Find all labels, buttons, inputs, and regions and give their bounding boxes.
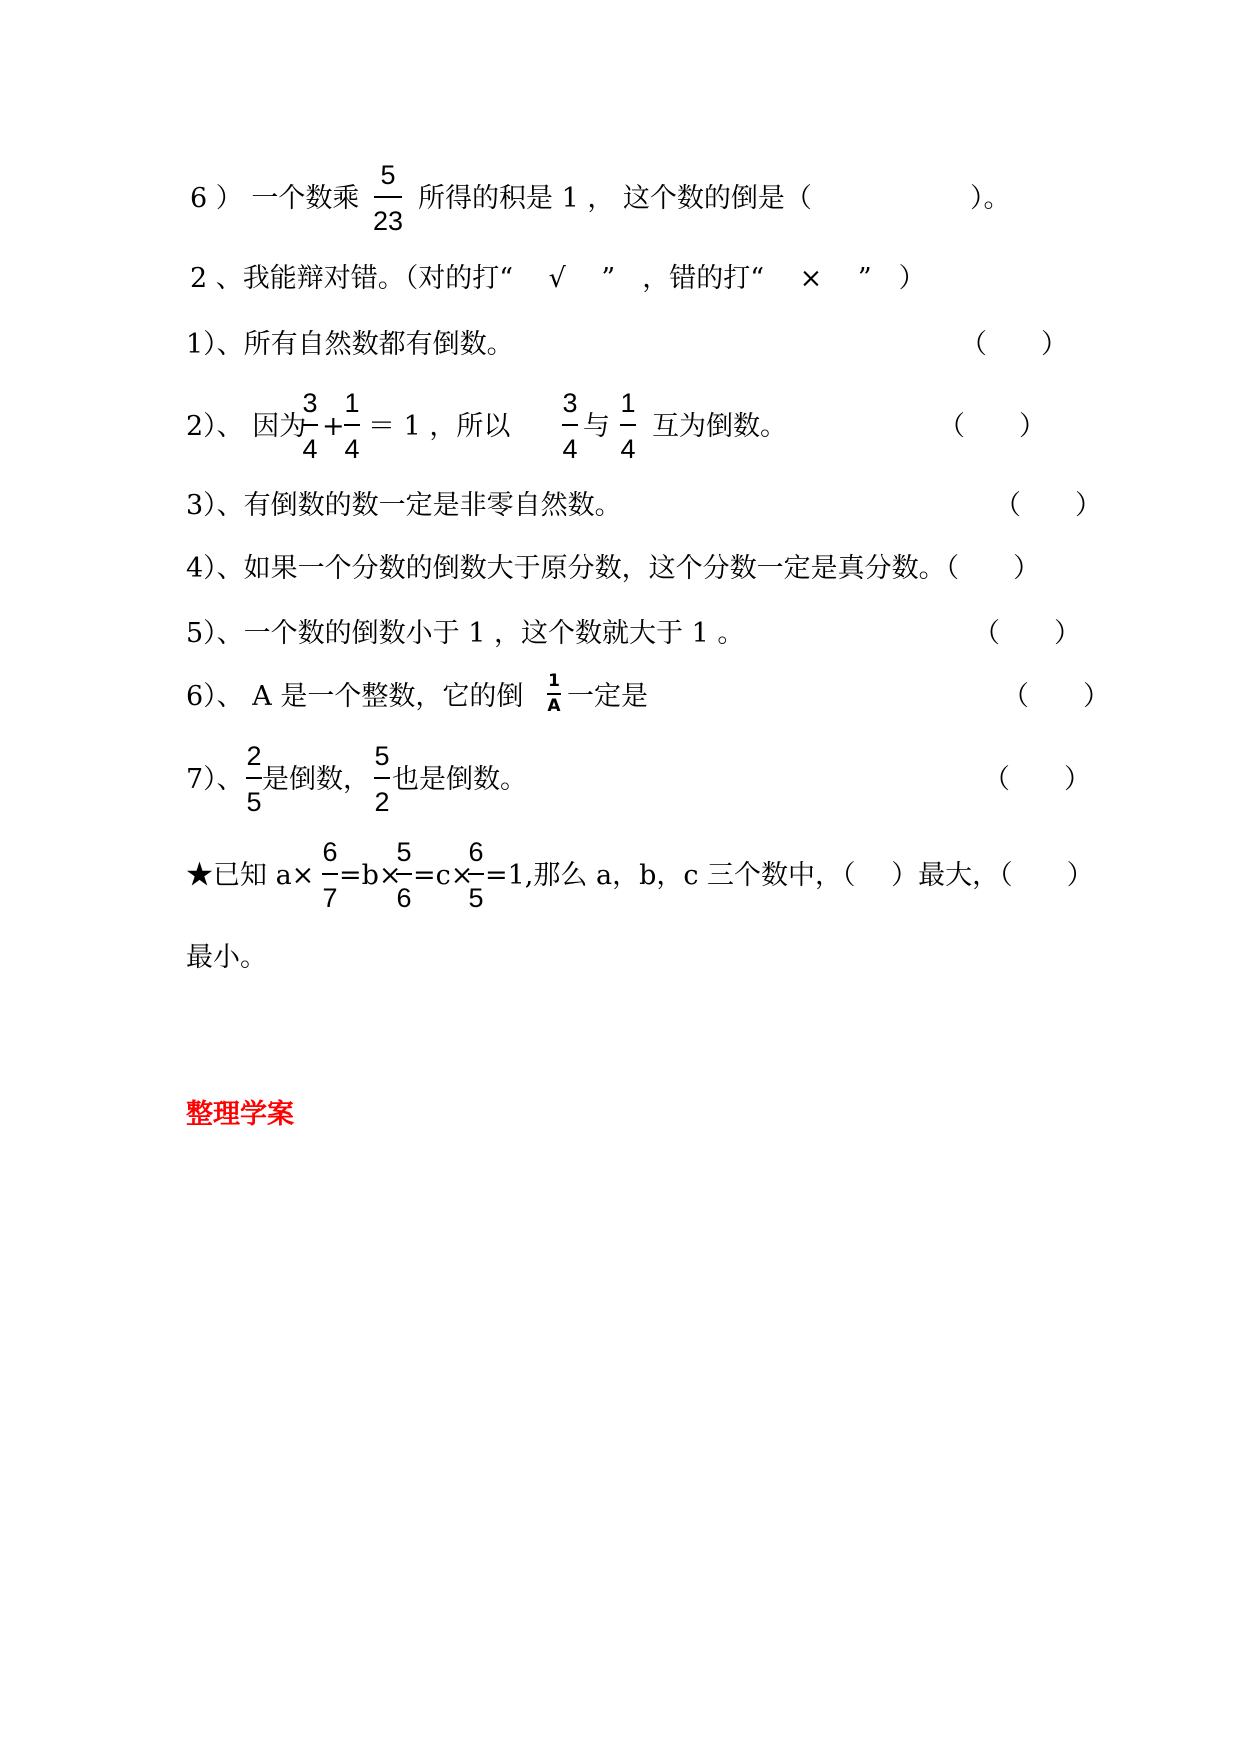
- item2-suffix: 互为倒数。: [652, 411, 787, 442]
- frac-den: 4: [620, 434, 636, 464]
- item6-prefix: 6）、 A 是一个整数，它的倒: [186, 681, 524, 712]
- item4-text: 4）、如果一个分数的倒数大于原分数，这个分数一定是真分数。（ ）: [186, 553, 1041, 584]
- frac-num: 5: [396, 837, 412, 867]
- star-suffix: =1,那么 a，b，c 三个数中，（ ）最大，（ ）: [485, 860, 1094, 891]
- q6-fraction: [368, 160, 408, 236]
- fraction-bar: [302, 424, 318, 426]
- frac-num: 1: [620, 388, 636, 418]
- frac-num: 5: [374, 741, 390, 771]
- frac-den: 6: [396, 883, 412, 913]
- section-title-zhengli-xuean: 整理学案: [186, 1099, 294, 1130]
- fraction-bar: [468, 873, 484, 875]
- fraction-bar: [374, 777, 390, 779]
- item1-text: 1）、所有自然数都有倒数。: [186, 329, 514, 360]
- item5-answer-parens: （ ）: [973, 618, 1081, 649]
- q6-frac-num: 5: [380, 160, 396, 190]
- item2-frac-4: [608, 388, 648, 464]
- frac-den: A: [547, 696, 561, 716]
- frac-den: 5: [246, 787, 262, 817]
- section2-heading: 2 、我能辩对错。（对的打“ √ ” ，错的打“ × ” ）: [190, 263, 926, 294]
- item7-answer-parens: （ ）: [983, 764, 1091, 795]
- frac-num: 2: [246, 741, 262, 771]
- fraction-bar: [374, 196, 402, 198]
- frac-den: 7: [322, 883, 338, 913]
- fraction-bar: [322, 873, 338, 875]
- item2-plus: +: [322, 411, 345, 442]
- frac-den: 4: [562, 434, 578, 464]
- frac-den: 4: [302, 434, 318, 464]
- frac-den: 5: [468, 883, 484, 913]
- frac-den: 2: [374, 787, 390, 817]
- item7-middle: 是倒数，: [262, 764, 370, 795]
- frac-num: 6: [468, 837, 484, 867]
- q6-suffix: 所得的积是 1 ， 这个数的倒是（: [418, 183, 812, 214]
- item6-fraction: [543, 673, 565, 715]
- star-b-times: =b×: [339, 860, 402, 891]
- item5-text: 5）、一个数的倒数小于 1 ，这个数就大于 1 。: [186, 618, 745, 649]
- item2-equals: ＝ 1 ，所以: [368, 411, 511, 442]
- fraction-bar: [562, 424, 578, 426]
- item2-prefix: 2）、 因为: [186, 411, 307, 442]
- item7-prefix: 7）、: [186, 764, 244, 795]
- star-prefix: ★已知 a×: [186, 860, 315, 891]
- fraction-bar: [547, 693, 561, 695]
- item2-frac-2: [332, 388, 372, 464]
- fraction-bar: [344, 424, 360, 426]
- frac-num: 3: [562, 388, 578, 418]
- frac-num: 1: [344, 388, 360, 418]
- q6-frac-den: 23: [372, 206, 404, 236]
- fraction-bar: [620, 424, 636, 426]
- item3-text: 3）、有倒数的数一定是非零自然数。: [186, 490, 622, 521]
- item3-answer-parens: （ ）: [994, 490, 1102, 521]
- star-c-times: =c×: [413, 860, 474, 891]
- frac-num: 3: [302, 388, 318, 418]
- fraction-bar: [246, 777, 262, 779]
- item2-answer-parens: （ ）: [938, 411, 1046, 442]
- frac-num: 6: [322, 837, 338, 867]
- item6-suffix: 一定是: [567, 681, 648, 712]
- q6-close: ）。: [970, 183, 1011, 214]
- item2-yu: 与: [583, 411, 610, 442]
- item1-answer-parens: （ ）: [960, 329, 1068, 360]
- star-continuation: 最小。: [186, 942, 267, 973]
- item7-suffix: 也是倒数。: [392, 764, 527, 795]
- item6-answer-parens: （ ）: [1002, 681, 1110, 712]
- fraction-bar: [396, 873, 412, 875]
- q6-prefix: 6 ） 一个数乘: [190, 183, 360, 214]
- frac-den: 4: [344, 434, 360, 464]
- frac-num: 1: [548, 671, 560, 691]
